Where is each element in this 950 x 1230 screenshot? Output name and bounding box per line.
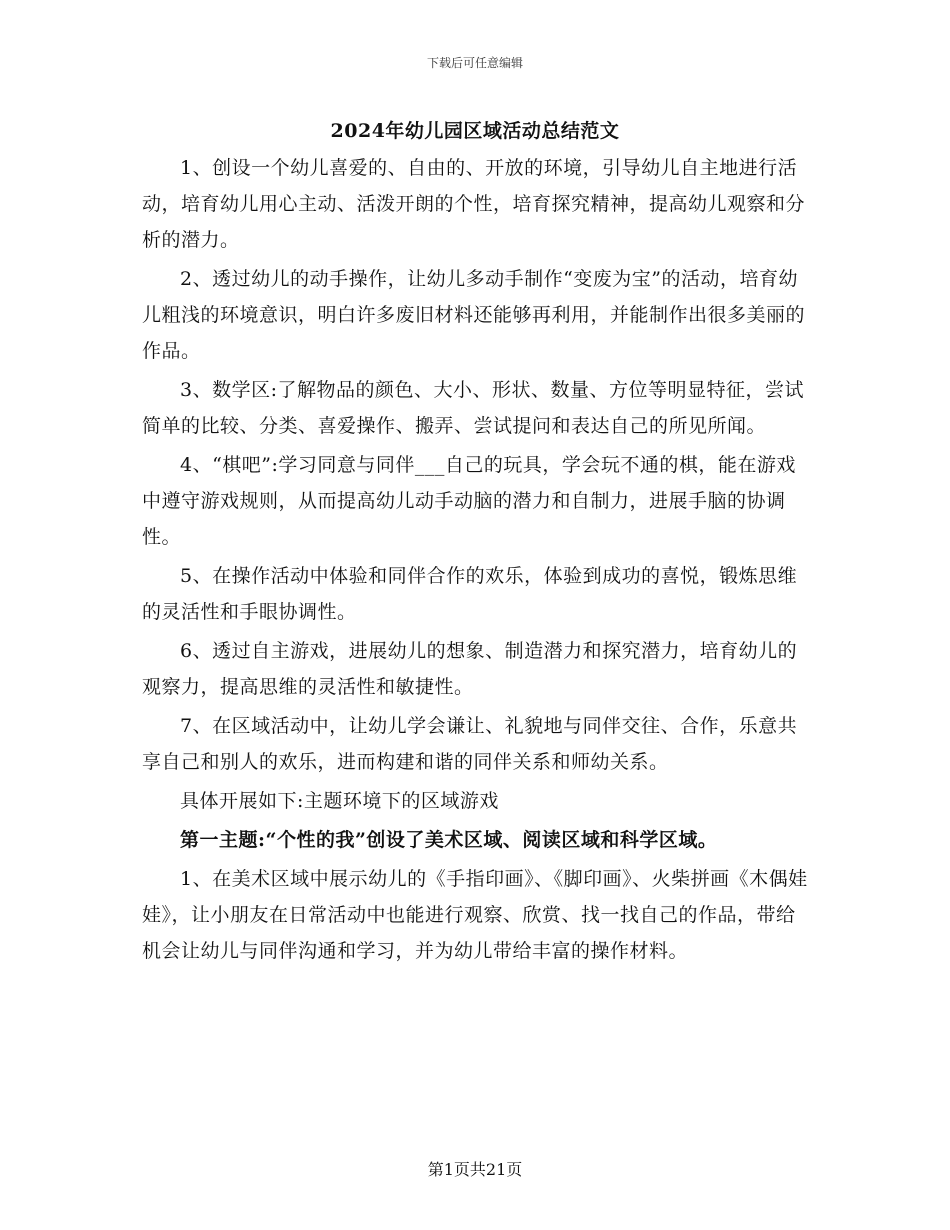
paragraph-2: 2、透过幼儿的动手操作，让幼儿多动手制作“变废为宝”的活动，培育幼儿粗浅的环境意识，明白许多废旧材料还能够再利用，并能制作出很多美丽的作品。 <box>142 268 806 362</box>
paragraph-1: 1、创设一个幼儿喜爱的、自由的、开放的环境，引导幼儿自主地进行活动，培育幼儿用心主动、活泼开朗的个性，培育探究精神，提高幼儿观察和分析的潜力。 <box>142 157 806 251</box>
paragraph-3: 3、数学区:了解物品的颜色、大小、形状、数量、方位等明显特征，尝试简单的比较、分类、喜爱操作、搬弄、尝试提问和表达自己的所见所闻。 <box>142 379 804 437</box>
paragraph-intro: 具体开展如下:主题环境下的区域游戏 <box>180 790 499 812</box>
paragraph-5: 5、在操作活动中体验和同伴合作的欢乐，体验到成功的喜悦，锻炼思维的灵活性和手眼协调性。 <box>142 565 798 623</box>
section-heading-theme-1: 第一主题:“个性的我”创设了美术区域、阅读区域和科学区域。 <box>180 829 718 851</box>
page-number-footer: 第1页共21页 <box>427 1160 523 1179</box>
paragraph-4: 4、“棋吧”:学习同意与同伴___自己的玩具，学会玩不通的棋，能在游戏中遵守游戏规则，从而提高幼儿动手动脑的潜力和自制力，进展手脑的协调性。 <box>142 454 796 548</box>
document-body <box>142 150 810 972</box>
header-note: 下载后可任意编辑 <box>426 56 523 70</box>
paragraph-6: 6、透过自主游戏，进展幼儿的想象、制造潜力和探究潜力，培育幼儿的观察力，提高思维的灵活性和敏捷性。 <box>142 640 798 698</box>
paragraph-art-area: 1、在美术区域中展示幼儿的《手指印画》、《脚印画》、火柴拼画《木偶娃娃》，让小朋友在日常活动中也能进行观察、欣赏、找一找自己的作品，带给机会让幼儿与同伴沟通和学习，并为幼儿带给丰富的操作材料。 <box>142 868 808 962</box>
paragraph-7: 7、在区域活动中，让幼儿学会谦让、礼貌地与同伴交往、合作，乐意共享自己和别人的欢乐，进而构建和谐的同伴关系和师幼关系。 <box>142 715 798 773</box>
document-title: 2024年幼儿园区域活动总结范文 <box>330 120 620 142</box>
